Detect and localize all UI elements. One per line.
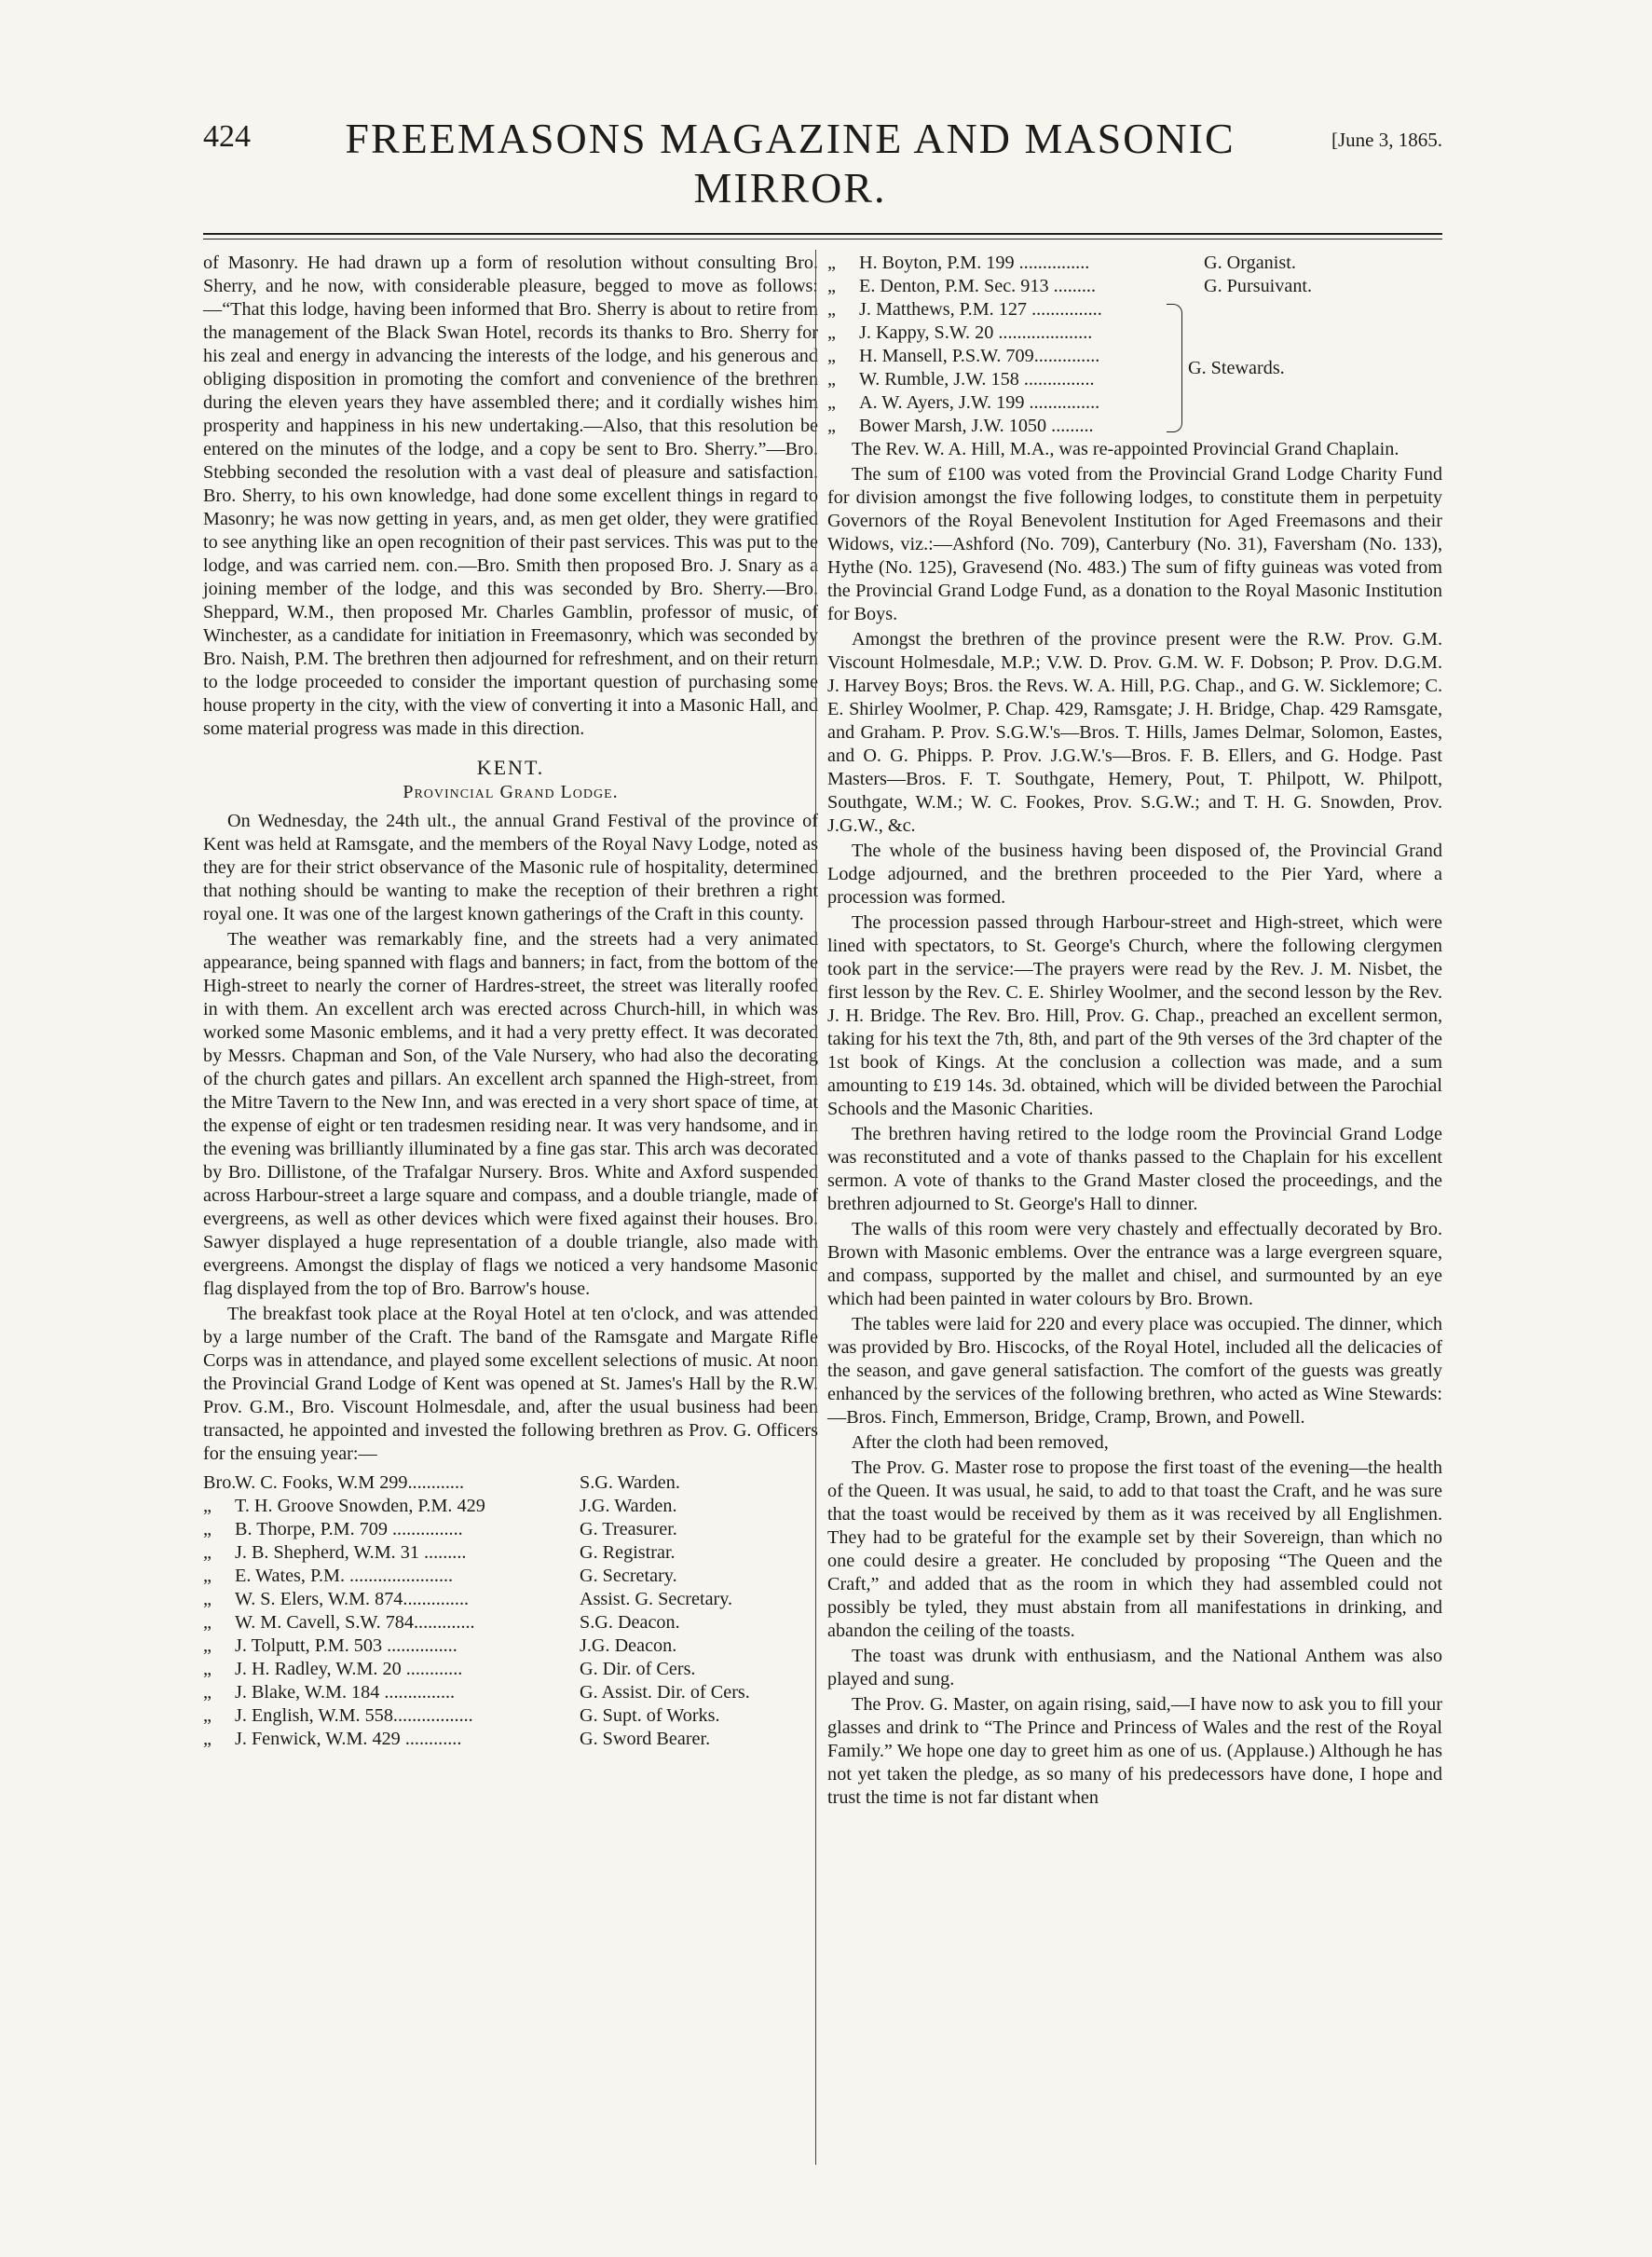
section-heading-kent: KENT. bbox=[476, 756, 545, 779]
left-paragraph-3: The weather was remarkably fine, and the streets had a very animated appearance, being spanned with flags and banners; in fact, from the bottom of the High-street to nearly the corner of Hardres-street, the street was literally roofed in with them. An excellent arch was erected across Church-hill, in which was worked some Masonic emblems, and it had a very pretty effect. It was decorated by Messrs. Chapman and Son, of the Vale Nursery, who had also the decorating of the church gates and pillars. An excellent arch spanned the High-street, from the Mitre Tavern to the New Inn, and was erected in a very short space of time, at the expense of eight or ten tradesmen residing near. It was very handsome, and in the evening was brilliantly illuminated by a fine gas star. This arch was decorated by Bro. Dillistone, of the Trafalgar Nursery. Bros. White and Axford suspended across Harbour-street a large square and compass, and a double triangle, made of evergreens, as well as other devices which were fixed against their houses. Bro. Sawyer displayed a huge representation of a double triangle, also made with evergreens. Amongst the display of flags we noticed a very handsome Masonic flag displayed from the top of Bro. Barrow's house. bbox=[203, 929, 818, 1299]
officer-role: G. Assist. Dir. of Cers. bbox=[580, 1682, 750, 1703]
officer-row bbox=[203, 1728, 818, 1751]
steward-prefix: „ bbox=[827, 369, 836, 390]
left-paragraph-4: The breakfast took place at the Royal Hotel at ten o'clock, and was attended by a large number of the Craft. The band of the Ramsgate and Margate Rifle Corps was in attendance, and played some excellent selections of music. At noon the Provincial Grand Lodge of Kent was opened at St. James's Hall by the R.W. Prov. G.M., Bro. Viscount Holmesdale, and, after the usual business had been transacted, he appointed and invested the following brethren as Prov. G. Officers for the ensuing year:— bbox=[203, 1304, 818, 1464]
officer-row bbox=[827, 275, 1442, 298]
officer-row bbox=[203, 1658, 818, 1681]
steward-name: Bower Marsh, J.W. 1050 ......... bbox=[859, 416, 1094, 436]
officer-role: J.G. Deacon. bbox=[580, 1635, 677, 1656]
steward-name: W. Rumble, J.W. 158 ............... bbox=[859, 369, 1095, 390]
steward-row bbox=[827, 415, 1163, 438]
officer-name: T. H. Groove Snowden, P.M. 429 bbox=[235, 1496, 485, 1516]
officer-row bbox=[203, 1518, 818, 1541]
right-paragraph-8: The tables were laid for 220 and every place was occupied. The dinner, which was provided by Bro. Hiscocks, of the Royal Hotel, included all the delicacies of the season, and gave general satisfaction. The comfort of the guests was greatly enhanced by the services of the following brethren, who acted as Wine Stewards:—Bros. Finch, Emmerson, Bridge, Cramp, Brown, and Powell. bbox=[827, 1314, 1442, 1428]
officer-prefix: „ bbox=[827, 253, 836, 273]
officer-role: G. Treasurer. bbox=[580, 1519, 677, 1539]
steward-row bbox=[827, 368, 1163, 391]
steward-row bbox=[827, 298, 1163, 321]
officer-role: J.G. Warden. bbox=[580, 1496, 677, 1516]
officer-row bbox=[203, 1541, 818, 1565]
officer-name: W. M. Cavell, S.W. 784............. bbox=[235, 1612, 475, 1633]
officer-name: J. Tolputt, P.M. 503 ............... bbox=[235, 1635, 457, 1656]
steward-row bbox=[827, 391, 1163, 415]
right-paragraph-1: The Rev. W. A. Hill, M.A., was re-appointed Provincial Grand Chaplain. bbox=[852, 439, 1399, 459]
right-paragraph-9: After the cloth had been removed, bbox=[852, 1432, 1109, 1453]
officer-name: E. Denton, P.M. Sec. 913 ......... bbox=[859, 276, 1097, 296]
officer-row bbox=[203, 1588, 818, 1611]
officer-role: Assist. G. Secretary. bbox=[580, 1589, 733, 1609]
steward-prefix: „ bbox=[827, 416, 836, 436]
officer-prefix: „ bbox=[203, 1496, 212, 1516]
left-paragraph-2: On Wednesday, the 24th ult., the annual Grand Festival of the province of Kent was held at Ramsgate, and the members of the Royal Navy Lodge, noted as they are for their strict observance of the Masonic rule of hospitality, determined that nothing should be wanting to make the reception of their brethren a right royal one. It was one of the largest known gatherings of the Craft in this county. bbox=[203, 811, 818, 924]
steward-row bbox=[827, 321, 1163, 345]
left-paragraph-1: of Masonry. He had drawn up a form of resolution without consulting Bro. Sherry, and he now, with considerable pleasure, begged to move as follows:—“That this lodge, having been informed that Bro. Sherry is about to retire from the management of the Black Swan Hotel, records its thanks to Bro. Sherry for his zeal and energy in advancing the interests of the lodge, and his generous and obliging disposition in promoting the comfort and convenience of the brethren during the eleven years they have assembled there; and it cordially wishes him prosperity and happiness in his new undertaking.—Also, that this resolution be entered on the minutes of the lodge, and a copy be sent to Bro. Sherry.”—Bro. Stebbing seconded the resolution with a vast deal of pleasure and satisfaction. Bro. Sherry, to his own knowledge, had done some excellent things in regard to Masonry; he was now getting in years, and, as men get older, they were gratified to see anything like an open recognition of their past services. This was put to the lodge, and was carried nem. con.—Bro. Smith then proposed Bro. J. Snary as a joining member of the lodge, and this was seconded by Bro. Sherry.—Bro. Sheppard, W.M., then proposed Mr. Charles Gamblin, professor of music, of Winchester, as a candidate for initiation in Freemasonry, which was seconded by Bro. Naish, P.M. The brethren then adjourned for refreshment, and on their return to the lodge proceeded to consider the important question of purchasing some house property in the city, with the view of converting it into a Masonic Hall, and some material progress was made in this direction. bbox=[203, 253, 818, 739]
officer-row bbox=[203, 1681, 818, 1704]
section-subheading: Provincial Grand Lodge. bbox=[403, 782, 619, 802]
officer-name: B. Thorpe, P.M. 709 ............... bbox=[235, 1519, 463, 1539]
officer-row bbox=[203, 1704, 818, 1728]
officer-role: G. Secretary. bbox=[580, 1566, 677, 1586]
stewards-brace bbox=[1167, 304, 1182, 432]
right-paragraph-7: The walls of this room were very chastely and effectually decorated by Bro. Brown with Masonic emblems. Over the entrance was a large evergreen square, and compass, supported by the mallet and chisel, and surmounted by an eye which had been painted in water colours by Bro. Brown. bbox=[827, 1219, 1442, 1309]
officer-prefix: „ bbox=[203, 1612, 212, 1633]
right-paragraph-11: The toast was drunk with enthusiasm, and the National Anthem was also played and sung. bbox=[827, 1646, 1442, 1689]
page-number: 424 bbox=[203, 119, 251, 154]
officer-role: G. Sword Bearer. bbox=[580, 1729, 711, 1749]
steward-name: A. W. Ayers, J.W. 199 ............... bbox=[859, 392, 1100, 413]
officer-role: G. Dir. of Cers. bbox=[580, 1659, 696, 1679]
right-paragraph-4: The whole of the business having been disposed of, the Provincial Grand Lodge adjourned, and the brethren proceeded to the Pier Yard, where a procession was formed. bbox=[827, 841, 1442, 908]
officer-name: H. Boyton, P.M. 199 ............... bbox=[859, 253, 1090, 273]
officer-prefix: „ bbox=[203, 1589, 212, 1609]
officer-name: J. English, W.M. 558................. bbox=[235, 1705, 473, 1726]
officer-prefix: „ bbox=[203, 1519, 212, 1539]
steward-prefix: „ bbox=[827, 392, 836, 413]
officer-role: S.G. Warden. bbox=[580, 1472, 680, 1493]
officer-role: S.G. Deacon. bbox=[580, 1612, 680, 1633]
officer-name: E. Wates, P.M. ...................... bbox=[235, 1566, 454, 1586]
steward-prefix: „ bbox=[827, 299, 836, 320]
steward-name: H. Mansell, P.S.W. 709.............. bbox=[859, 346, 1100, 366]
right-paragraph-12: The Prov. G. Master, on again rising, said,—I have now to ask you to fill your glasses and drink to “The Prince and Princess of Wales and the rest of the Royal Family.” We hope one day to greet him as one of us. (Applause.) Although he has not yet taken the pledge, as so many of his predecessors have done, I hope and trust the time is not far distant when bbox=[827, 1694, 1442, 1808]
steward-row bbox=[827, 345, 1163, 368]
officer-row bbox=[203, 1495, 818, 1518]
right-paragraph-2: The sum of £100 was voted from the Provincial Grand Lodge Charity Fund for division amongst the five following lodges, to constitute them in perpetuity Governors of the Royal Benevolent Institution for Aged Freemasons and their Widows, viz.:—Ashford (No. 709), Canterbury (No. 31), Faversham (No. 133), Hythe (No. 125), Gravesend (No. 483.) The sum of fifty guineas was voted from the Provincial Grand Lodge Fund, as a donation to the Royal Masonic Institution for Boys. bbox=[827, 464, 1442, 624]
steward-name: J. Matthews, P.M. 127 ............... bbox=[859, 299, 1102, 320]
officer-list-right bbox=[827, 252, 1442, 298]
header-rule-thick bbox=[203, 233, 1442, 235]
steward-prefix: „ bbox=[827, 346, 836, 366]
right-paragraph-10: The Prov. G. Master rose to propose the first toast of the evening—the health of the Queen. It was usual, he said, to add to that toast the Craft, and he was sure that the toast would be received by them as it was received by all Englishmen. They had to be grateful for the example set by their Sovereign, than which no one could desire a greater. He concluded by proposing “The Queen and the Craft,” and added that as the room in which they had assembled could not possibly be tyled, they must abstain from all manifestations in drinking, and abandon the ceiling of the toasts. bbox=[827, 1457, 1442, 1641]
right-paragraph-6: The brethren having retired to the lodge room the Provincial Grand Lodge was reconstituted and a vote of thanks passed to the Chaplain for his excellent sermon. A vote of thanks to the Grand Master closed the proceedings, and the brethren adjourned to St. George's Hall to dinner. bbox=[827, 1124, 1442, 1214]
officer-prefix: „ bbox=[827, 276, 836, 296]
officer-prefix: „ bbox=[203, 1635, 212, 1656]
right-column bbox=[827, 252, 1442, 1812]
officer-name: W. S. Elers, W.M. 874.............. bbox=[235, 1589, 470, 1609]
officer-list-left bbox=[203, 1471, 818, 1751]
officer-row bbox=[203, 1611, 818, 1635]
stewards-role: G. Stewards. bbox=[1188, 357, 1285, 378]
steward-prefix: „ bbox=[827, 322, 836, 343]
officer-role: G. Registrar. bbox=[580, 1542, 676, 1563]
officer-prefix: „ bbox=[203, 1659, 212, 1679]
officer-prefix: Bro. bbox=[203, 1472, 237, 1493]
right-paragraph-5: The procession passed through Harbour-street and High-street, which were lined with spectators, to St. George's Church, where the following clergymen took part in the service:—The prayers were read by the Rev. J. M. Nisbet, the first lesson by the Rev. C. E. Shirley Woolmer, and the second lesson by the Rev. J. H. Bridge. The Rev. Bro. Hill, Prov. G. Chap., preached an excellent sermon, taking for his text the 7th, 8th, and part of the 9th verses of the 3rd chapter of the 1st book of Kings. At the conclusion a collection was made, and a sum amounting to £19 14s. 3d. obtained, which will be divided between the Parochial Schools and the Masonic Charities. bbox=[827, 912, 1442, 1119]
stewards-list bbox=[827, 298, 1163, 438]
officer-role: G. Pursuivant. bbox=[1204, 276, 1313, 296]
officer-prefix: „ bbox=[203, 1542, 212, 1563]
officer-name: J. H. Radley, W.M. 20 ............ bbox=[235, 1659, 463, 1679]
officer-name: W. C. Fooks, W.M 299............ bbox=[235, 1472, 465, 1493]
right-paragraph-3: Amongst the brethren of the province present were the R.W. Prov. G.M. Viscount Holmesdale, M.P.; V.W. D. Prov. G.M. W. F. Dobson; P. Prov. D.G.M. J. Harvey Boys; Bros. the Revs. W. A. Hill, P.G. Chap., and G. W. Sicklemore; C. E. Shirley Woolmer, P. Chap. 429, Ramsgate; J. H. Bridge, Chap. 429 Ramsgate, and Graham. P. Prov. S.G.W.'s—Bros. T. Hills, James Delmar, Solomon, Eastes, and O. G. Phipps. P. Prov. J.G.W.'s—Bros. F. B. Ellers, and G. Hodge. Past Masters—Bros. F. T. Southgate, Hemery, Pout, T. Philpott, W. Philpott, Southgate, W.M.; W. C. Fookes, Prov. S.G.W.; and T. H. G. Snowden, Prov. J.G.W., &c. bbox=[827, 629, 1442, 836]
officer-prefix: „ bbox=[203, 1682, 212, 1703]
magazine-title: FREEMASONS MAGAZINE AND MASONIC MIRROR. bbox=[345, 115, 1236, 212]
left-column bbox=[203, 252, 818, 1751]
officer-prefix: „ bbox=[203, 1705, 212, 1726]
officer-row bbox=[203, 1565, 818, 1588]
issue-date: [June 3, 1865. bbox=[1331, 129, 1442, 151]
officer-role: G. Organist. bbox=[1204, 253, 1296, 273]
officer-name: J. Blake, W.M. 184 ............... bbox=[235, 1682, 456, 1703]
officer-row bbox=[203, 1471, 818, 1495]
officer-prefix: „ bbox=[203, 1566, 212, 1586]
officer-row bbox=[827, 252, 1442, 275]
stewards-group bbox=[827, 298, 1442, 438]
officer-row bbox=[203, 1635, 818, 1658]
officer-role: G. Supt. of Works. bbox=[580, 1705, 720, 1726]
column-divider bbox=[815, 250, 816, 2165]
page-header bbox=[203, 110, 1442, 212]
officer-name: J. B. Shepherd, W.M. 31 ......... bbox=[235, 1542, 467, 1563]
officer-prefix: „ bbox=[203, 1729, 212, 1749]
steward-name: J. Kappy, S.W. 20 .................... bbox=[859, 322, 1093, 343]
officer-name: J. Fenwick, W.M. 429 ............ bbox=[235, 1729, 462, 1749]
